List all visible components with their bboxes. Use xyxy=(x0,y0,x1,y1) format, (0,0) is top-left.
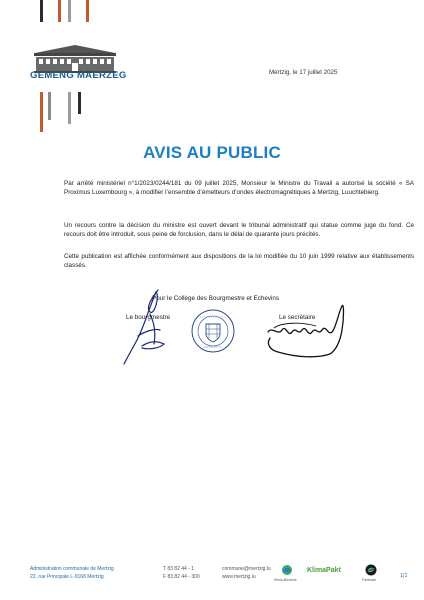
page-number: 1|1 xyxy=(400,573,408,579)
footer-phone xyxy=(163,566,200,581)
stripe-4 xyxy=(86,0,89,22)
bourgmestre-signature xyxy=(120,286,182,368)
footer-email: commune@mertzig.lu xyxy=(222,566,271,572)
signature-secretaire-label: Le secrétaire xyxy=(279,314,316,321)
paragraph-publication: Cette publication est affichée conformément aux dispositions de la loi modifiée du 10 juin 1999 relative aux établissements classés. xyxy=(64,253,414,269)
signature-college-label: Pour le Collège des Bourgmestre et Echevins xyxy=(152,295,280,302)
stripe-1 xyxy=(40,0,43,22)
footer-address xyxy=(30,566,114,581)
klimapakt-text: KlimaPakt xyxy=(307,567,341,574)
stripe-7 xyxy=(68,92,71,124)
footer-admin-address: 22, rue Principale L-9168 Mertzig xyxy=(30,573,104,580)
footer-tel: T 83 82 44 - 1 xyxy=(163,566,195,572)
page-title: AVIS AU PUBLIC xyxy=(143,143,281,162)
commune-seal xyxy=(190,308,236,354)
footer-fax: F 83 82 44 - 300 xyxy=(163,573,200,580)
stripe-3 xyxy=(68,0,71,22)
footer-admin-name: Administration communale de Mertzig xyxy=(30,566,114,572)
paragraph-authorization: Par arrêté ministériel n°1/2023/0244/181 du 09 juillet 2025, Monsieur le Ministre du Travail a autorisé la société « SA Proximus Luxembourg », à modifier l’ensemble d’émetteurs d’ondes électromagnétiques à Mertzig, Luuchtebierg. xyxy=(64,180,414,196)
commune-logo-text: GEMENG MÄERZEG xyxy=(30,70,127,81)
fairtrade-icon xyxy=(365,564,377,576)
stripe-8 xyxy=(78,92,81,114)
signature-bourgmestre-label: Le bourgmestre xyxy=(126,314,171,321)
footer-contact xyxy=(222,566,271,581)
document-date: Mertzig, le 17 juillet 2025 xyxy=(269,69,338,76)
klima-buendnis-caption: Klima-Bündnis xyxy=(274,578,297,582)
klima-buendnis-icon xyxy=(280,564,294,576)
secretaire-signature xyxy=(258,292,350,362)
stripe-5 xyxy=(40,92,43,132)
stripe-2 xyxy=(58,0,61,22)
footer-website: www.mertzig.lu xyxy=(222,573,256,580)
klimapakt-logo xyxy=(307,567,341,574)
stripe-6 xyxy=(48,92,51,120)
fairtrade-caption: Fairtrade xyxy=(362,578,377,582)
paragraph-appeal: Un recours contre la décision du ministre est ouvert devant le tribunal administratif qui statue comme juge du fond. Ce recours doit être introduit, sous peine de forclusion, dans le délai de quarante jours précités. xyxy=(64,222,414,238)
